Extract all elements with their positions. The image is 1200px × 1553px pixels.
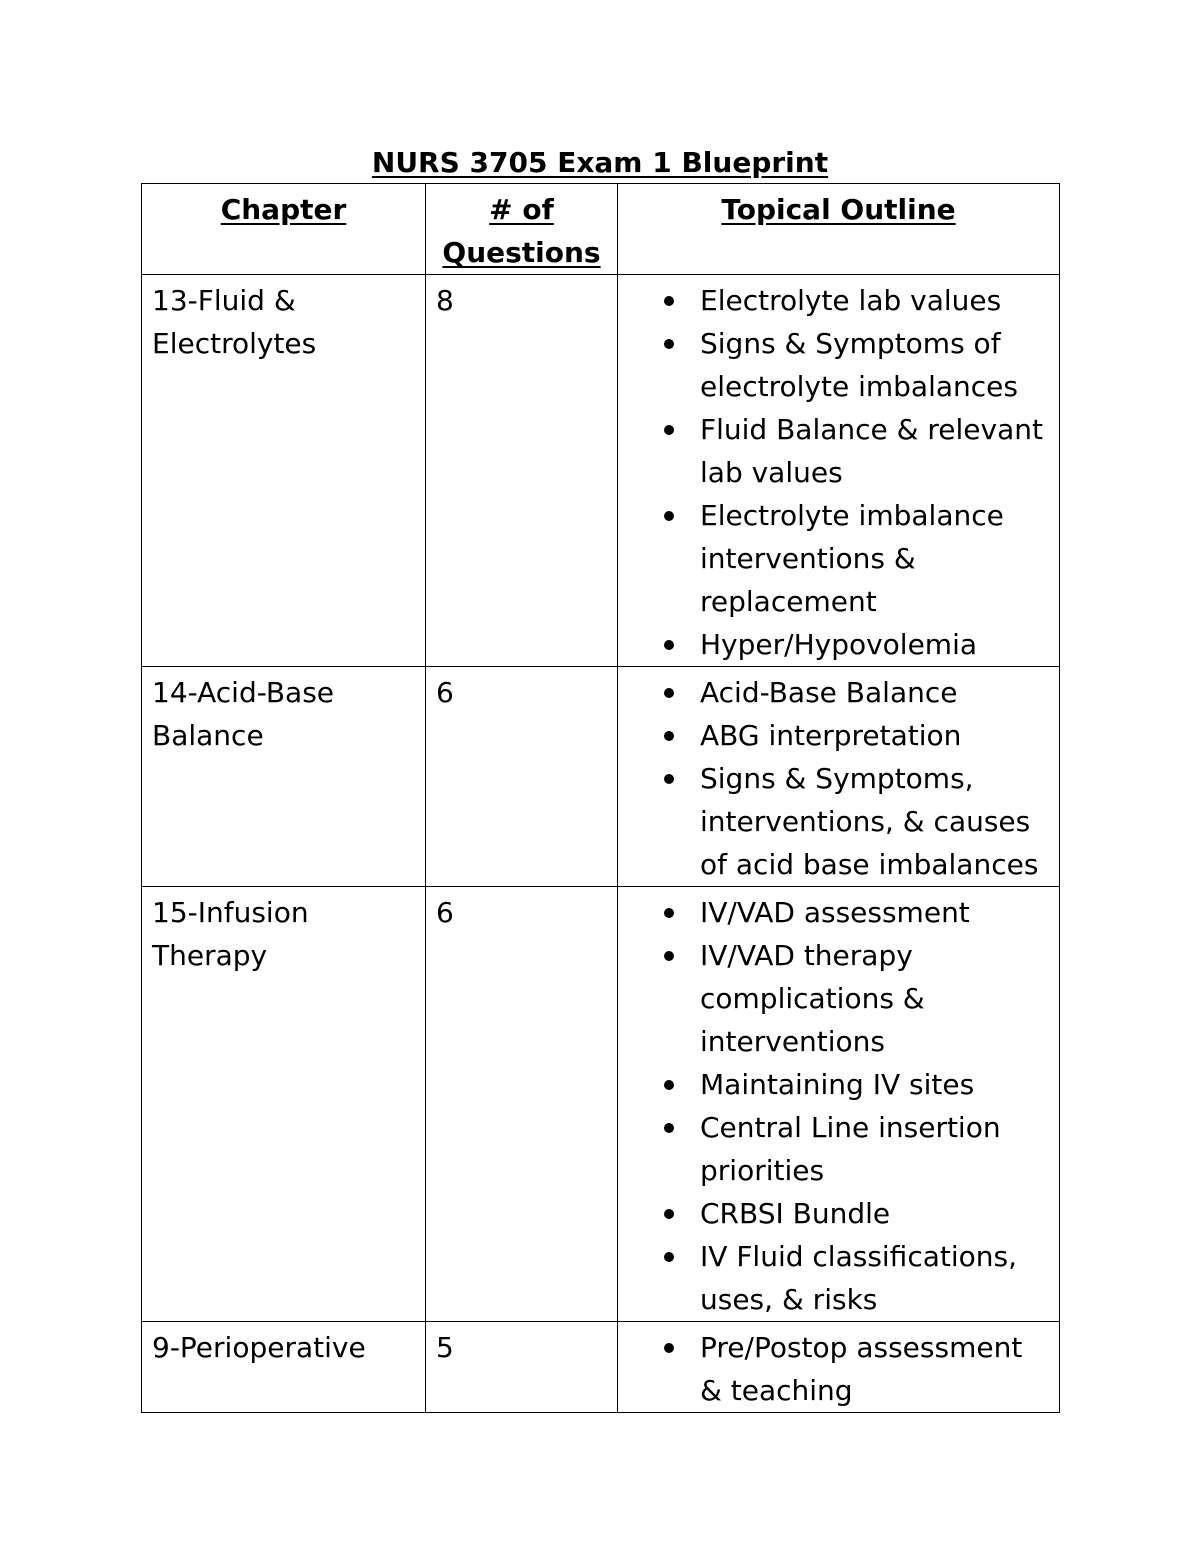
topic-list (628, 1322, 1053, 1412)
table-row (142, 275, 1060, 667)
topic-item: ABG interpretation (628, 714, 1053, 757)
table-header-row (142, 184, 1060, 275)
table-row (142, 667, 1060, 887)
blueprint-table (141, 183, 1060, 1413)
topic-list (628, 887, 1053, 1321)
topic-item: Signs & Symptoms of electrolyte imbalances (628, 322, 1053, 408)
topic-item: Acid-Base Balance (628, 671, 1053, 714)
table-row (142, 1322, 1060, 1413)
question-count-cell: 5 (426, 1322, 618, 1413)
topic-item: IV/VAD assessment (628, 891, 1053, 934)
question-count-cell: 8 (426, 275, 618, 667)
table-row (142, 887, 1060, 1322)
topic-item: Central Line insertion priorities (628, 1106, 1053, 1192)
question-count-cell: 6 (426, 667, 618, 887)
topic-item: IV Fluid classifications, uses, & risks (628, 1235, 1053, 1321)
chapter-cell: 9-Perioperative (142, 1322, 426, 1413)
chapter-cell: 13-Fluid & Electrolytes (142, 275, 426, 667)
question-count-cell: 6 (426, 887, 618, 1322)
topic-item: Hyper/Hypovolemia (628, 623, 1053, 666)
topic-item: Maintaining IV sites (628, 1063, 1053, 1106)
topic-item: Electrolyte imbalance interventions & replacement (628, 494, 1053, 623)
chapter-cell: 15-Infusion Therapy (142, 887, 426, 1322)
header-chapter: Chapter (142, 184, 426, 275)
topic-item: CRBSI Bundle (628, 1192, 1053, 1235)
topics-cell (618, 667, 1060, 887)
topic-item: Fluid Balance & relevant lab values (628, 408, 1053, 494)
header-questions: # of Questions (426, 184, 618, 275)
topics-cell (618, 275, 1060, 667)
topic-item: IV/VAD therapy complications & interventions (628, 934, 1053, 1063)
topic-item: Signs & Symptoms, interventions, & causes of acid base imbalances (628, 757, 1053, 886)
topic-list (628, 667, 1053, 886)
document-title: NURS 3705 Exam 1 Blueprint (371, 146, 829, 179)
topic-list (628, 275, 1053, 666)
topics-cell (618, 887, 1060, 1322)
chapter-cell: 14-Acid-Base Balance (142, 667, 426, 887)
topics-cell (618, 1322, 1060, 1413)
header-outline: Topical Outline (618, 184, 1060, 275)
topic-item: Pre/Postop assessment & teaching (628, 1326, 1053, 1412)
topic-item: Electrolyte lab values (628, 279, 1053, 322)
